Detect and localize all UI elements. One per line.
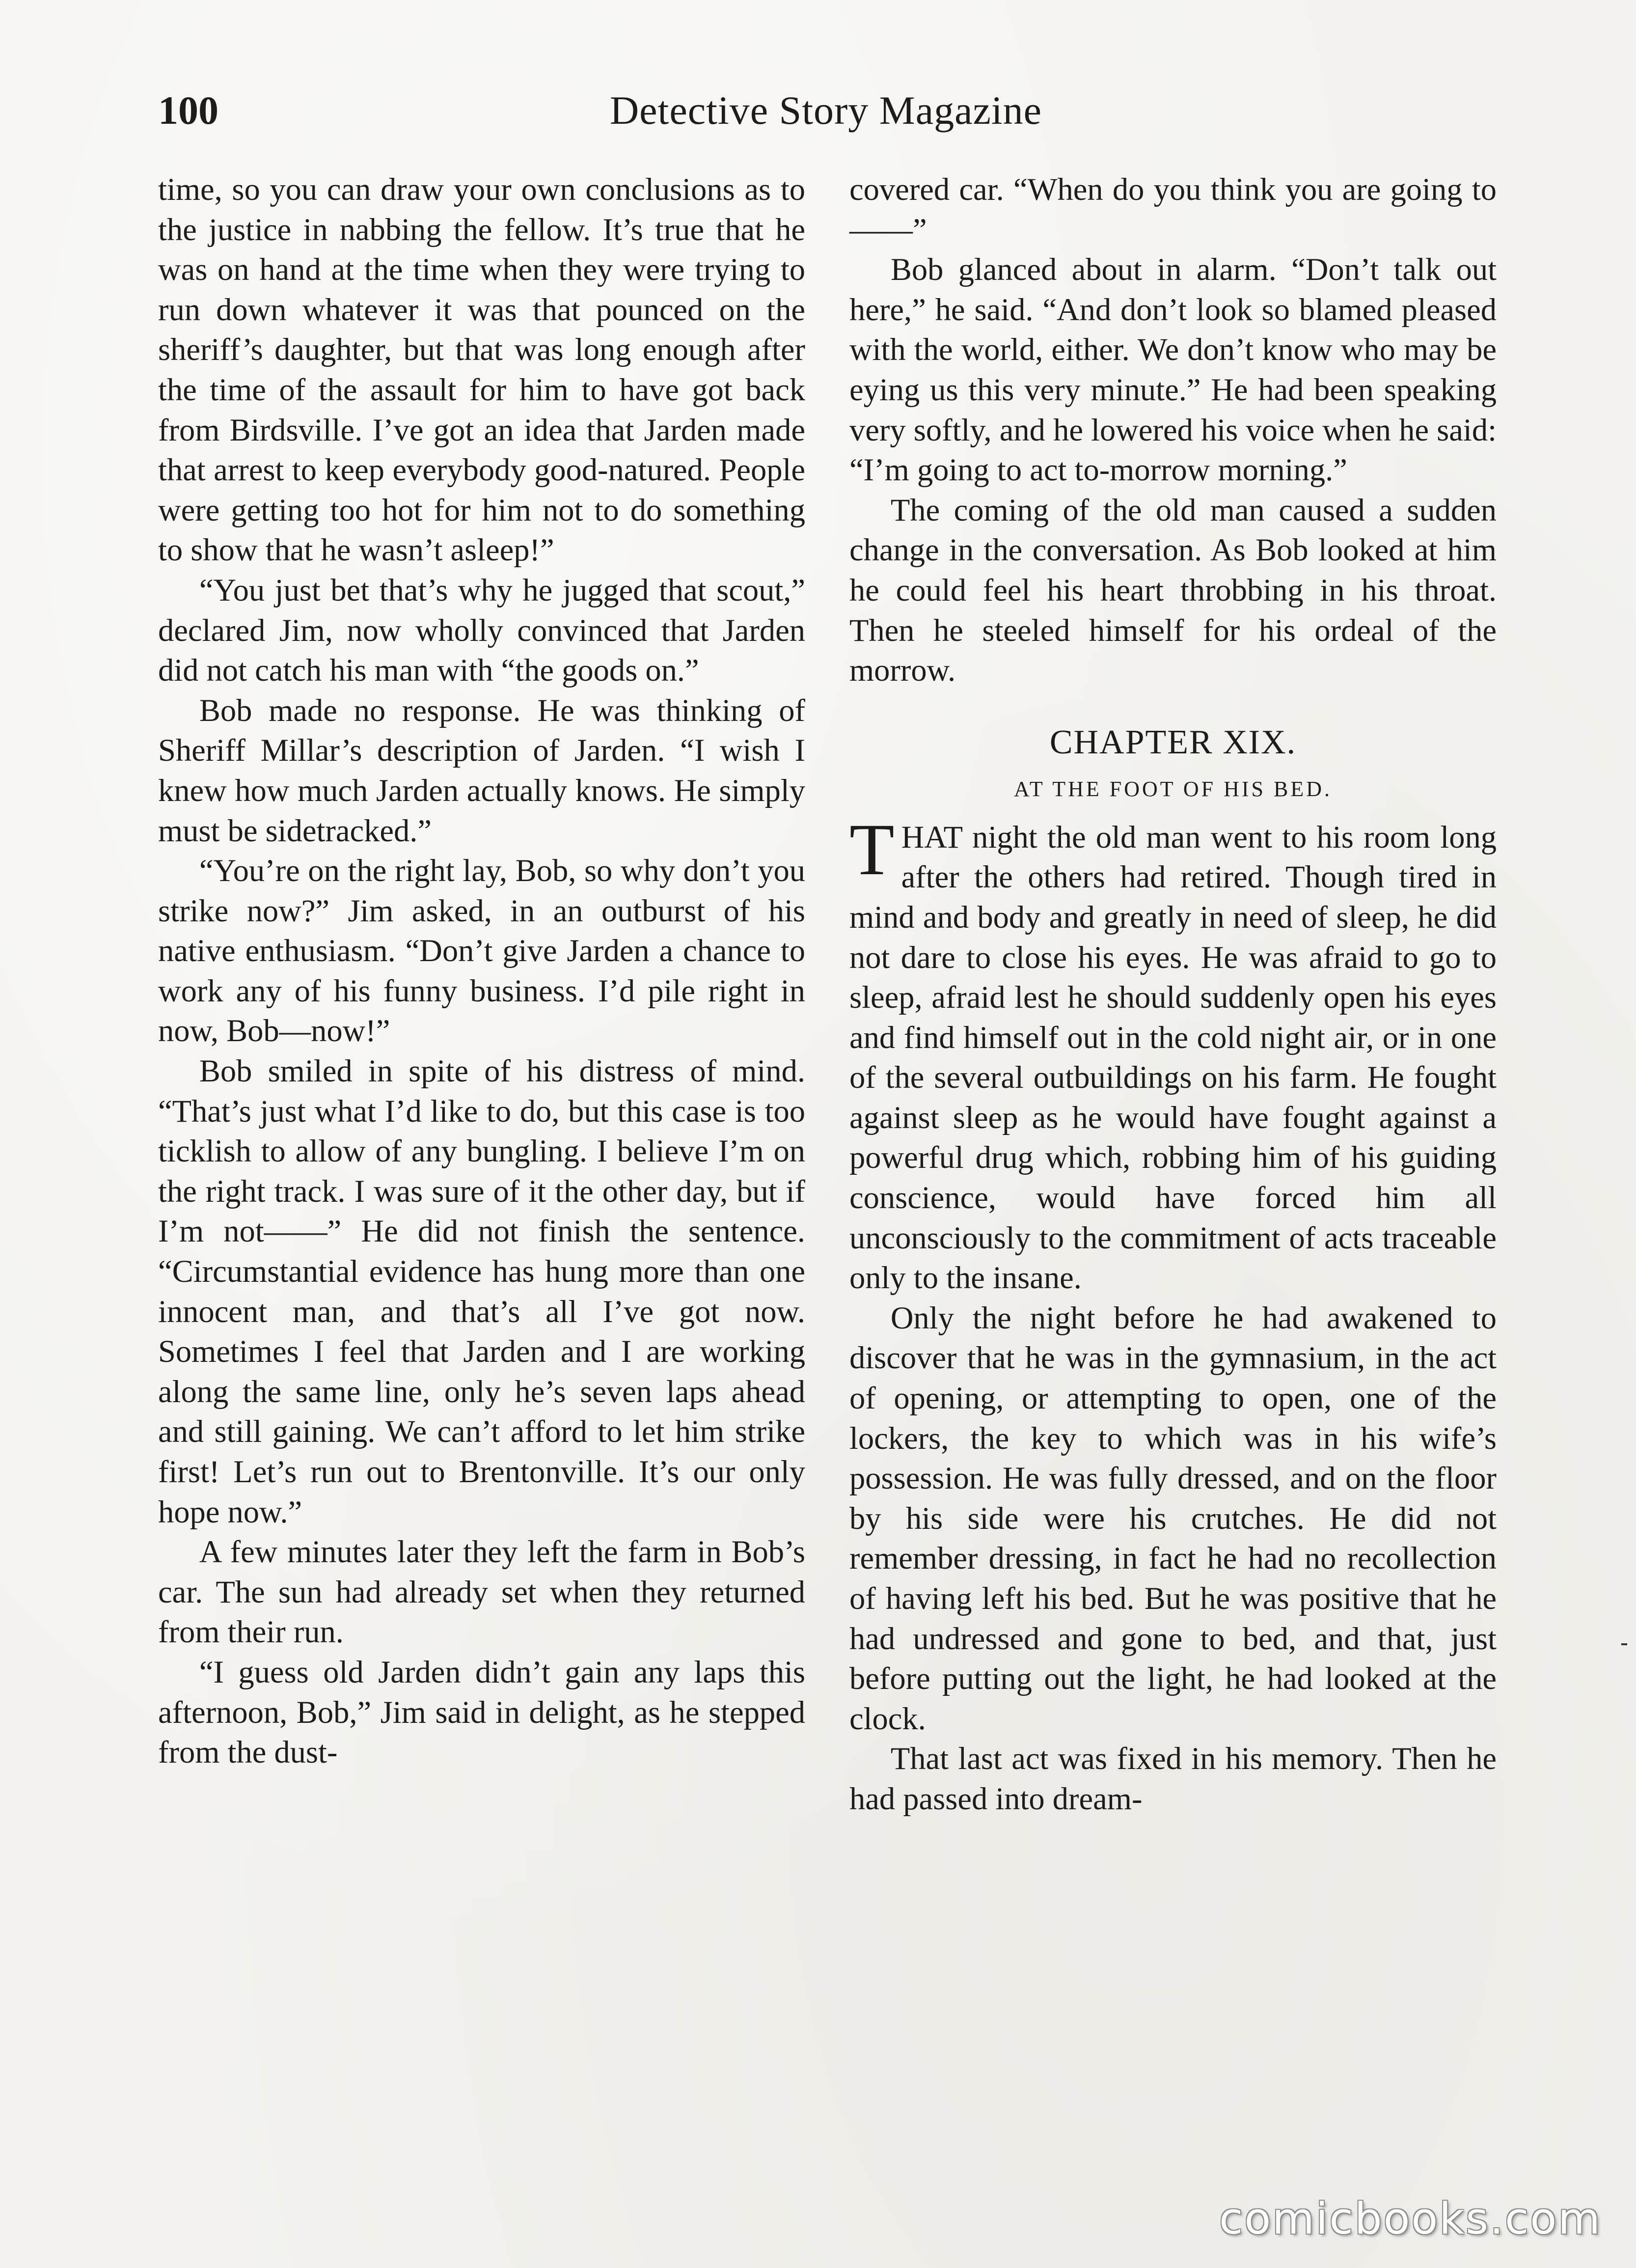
watermark-logo: comicbooks.com — [1219, 2193, 1602, 2244]
paragraph: That last act was fixed in his memory. Then he had passed into dream- — [849, 1741, 1497, 1816]
paragraph: The coming of the old man caused a sudden change in the conversation. As Bob looked at him he could feel his heart throbbing in his throat. Then he steeled himself for his ordeal of the morrow. — [849, 492, 1497, 688]
paragraph: A few minutes later they left the farm in Bob’s car. The sun had already set when they returned from their run. — [158, 1534, 805, 1650]
paragraph: Bob smiled in spite of his distress of mind. “That’s just what I’d like to do, but this case is too ticklish to allow of any bungling. I believe I’m on the right track. I was sure of it the other day, but if I’m not——” He did not finish the sentence. “Circumstantial evidence has hung more than one innocent man, and that’s all I’ve got now. Sometimes I feel that Jarden and I are working along the same line, only he’s seven laps ahead and still gaining. We can’t afford to let him strike first! Let’s run out to Brentonville. It’s our only hope now.” — [158, 1053, 805, 1529]
chapter-subtitle: AT THE FOOT OF HIS BED. — [1014, 776, 1332, 801]
paragraph: “You’re on the right lay, Bob, so why don’t you strike now?” Jim asked, in an outburst of his native enthusiasm. “Don’t give Jarden a chance to work any of his funny business. I’d pile right in now, Bob—now!” — [158, 853, 805, 1049]
left-column — [158, 169, 805, 1772]
paragraph: Bob glanced about in alarm. “Don’t talk out here,” he said. “And don’t look so blamed pleased with the world, either. We don’t know who may be eying us this very minute.” He had been speaking very softly, and he lowered his voice when he said: “I’m going to act to-morrow morning.” — [849, 252, 1497, 488]
running-head: Detective Story Magazine — [609, 88, 1042, 133]
paragraph: “You just bet that’s why he jugged that scout,” declared Jim, now wholly convinced that Jarden did not catch his man with “the goods on.” — [158, 572, 805, 688]
chapter-title: CHAPTER XIX. — [1049, 723, 1297, 761]
opening-text: HAT night the old man went to his room long after the others had retired. Though tired in mind and body and greatly in need of sleep, he did not dare to close his eyes. He was afraid to go to sleep, afraid lest he should suddenly open his eyes and find himself out in the cold night air, or in one of the several outbuildings on his farm. He fought against sleep as he would have fought against a powerful drug which, robbing him of his guiding conscience, would have forced him all unconsciously to the commitment of acts traceable only to the insane. — [849, 819, 1497, 1296]
margin-mark — [1621, 1643, 1627, 1645]
paragraph: time, so you can draw your own conclusions as to the justice in nabbing the fellow. It’s true that he was on hand at the time when they were trying to run down whatever it was that pounced on the sheriff’s daughter, but that was long enough after the time of the assault for him to have got back from Birdsville. I’ve got an idea that Jarden made that arrest to keep everybody good-natured. People were getting too hot for him not to do something to show that he wasn’t asleep!” — [158, 172, 805, 568]
paragraph: Bob made no response. He was thinking of Sheriff Millar’s description of Jarden. “I wish I knew how much Jarden actually knows. He simply must be sidetracked.” — [158, 692, 805, 848]
drop-cap: T — [849, 808, 895, 890]
paragraph: “I guess old Jarden didn’t gain any laps this afternoon, Bob,” Jim said in delight, as he stepped from the dust- — [158, 1654, 805, 1770]
paragraph: covered car. “When do you think you are going to——” — [849, 172, 1497, 247]
page-number: 100 — [158, 88, 218, 133]
paragraph: Only the night before he had awakened to discover that he was in the gymnasium, in the act of opening, or attempting to open, one of the lockers, the key to which was in his wife’s possession. He was fully dressed, and on the floor by his side were his crutches. He did not remember dressing, in fact he had no recollection of having left his bed. But he was positive that he had undressed and gone to bed, and that, just before putting out the light, he had looked at the clock. — [849, 1300, 1497, 1736]
right-column — [849, 169, 1497, 1819]
chapter-opening-paragraph — [849, 808, 1497, 1298]
page-header — [158, 83, 1494, 138]
